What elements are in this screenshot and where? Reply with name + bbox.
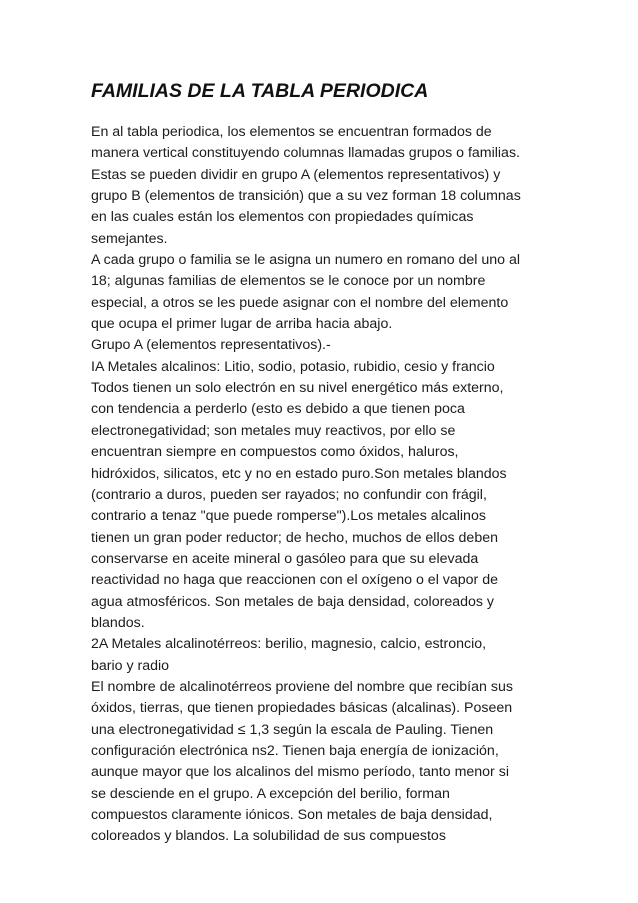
text-line: hidróxidos, silicatos, etc y no en estado puro.Son metales blandos [91, 465, 507, 482]
text-line: óxidos, tierras, que tienen propiedades básicas (alcalinas). Poseen [91, 700, 513, 717]
text-line: blandos. [91, 614, 145, 631]
text-line: Todos tienen un solo electrón en su nivel energético más externo, [91, 380, 504, 397]
text-line: conservarse en aceite mineral o gasóleo para que su elevada [91, 550, 479, 567]
text-line: manera vertical constituyendo columnas llamadas grupos o familias. [91, 145, 520, 162]
text-line: encuentran siempre en compuestos como óxidos, haluros, [91, 444, 459, 461]
page-title: FAMILIAS DE LA TABLA PERIODICA [91, 80, 429, 102]
text-line: una electronegatividad ≤ 1,3 según la escala de Pauling. Tienen [91, 721, 494, 738]
text-line: El nombre de alcalinotérreos proviene del nombre que recibían sus [91, 678, 513, 695]
text-line: que ocupa el primer lugar de arriba hacia abajo. [91, 316, 393, 333]
text-line: semejantes. [91, 230, 168, 247]
text-line: Grupo A (elementos representativos).- [91, 337, 331, 354]
text-line: contrario a tenaz "que puede romperse").Los metales alcalinos [91, 508, 486, 525]
text-line: bario y radio [91, 657, 170, 674]
text-line: IA Metales alcalinos: Litio, sodio, potasio, rubidio, cesio y francio [91, 358, 495, 375]
text-line: se desciende en el grupo. A excepción del berilio, forman [91, 785, 450, 802]
body-text [91, 122, 561, 848]
text-line: en las cuales están los elementos con propiedades químicas [91, 209, 474, 226]
text-line: 18; algunas familias de elementos se le conoce por un nombre [91, 273, 486, 290]
text-line: aunque mayor que los alcalinos del mismo período, tanto menor si [91, 764, 509, 781]
text-line: (contrario a duros, pueden ser rayados; no confundir con frágil, [91, 486, 487, 503]
text-line: A cada grupo o familia se le asigna un numero en romano del uno al [91, 252, 521, 269]
text-line: electronegatividad; son metales muy reactivos, por ello se [91, 422, 456, 439]
text-line: Estas se pueden dividir en grupo A (elementos representativos) y [91, 166, 501, 183]
text-line: grupo B (elementos de transición) que a su vez forman 18 columnas [91, 188, 521, 205]
text-line: tienen un gran poder reductor; de hecho, muchos de ellos deben [91, 529, 498, 546]
text-line: coloreados y blandos. La solubilidad de sus compuestos [91, 828, 446, 845]
text-line: 2A Metales alcalinotérreos: berilio, magnesio, calcio, estroncio, [91, 636, 487, 653]
text-line: configuración electrónica ns2. Tienen baja energía de ionización, [91, 742, 499, 759]
text-line: compuestos claramente iónicos. Son metales de baja densidad, [91, 807, 493, 823]
text-line: En al tabla periodica, los elementos se encuentran formados de [91, 124, 492, 140]
text-line: con tendencia a perderlo (esto es debido a que tienen poca [91, 401, 465, 418]
text-line: reactividad no haga que reaccionen con el oxígeno o el vapor de [91, 572, 498, 589]
text-line: especial, a otros se les puede asignar con el nombre del elemento [91, 294, 509, 311]
text-line: agua atmosféricos. Son metales de baja densidad, coloreados y [91, 593, 495, 610]
